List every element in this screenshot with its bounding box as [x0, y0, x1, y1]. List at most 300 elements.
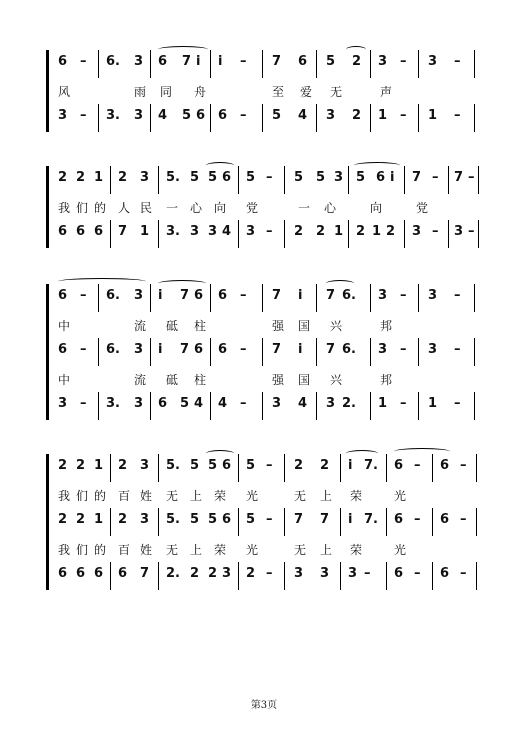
note: i	[196, 54, 201, 69]
lyric: 我	[58, 543, 71, 557]
note: 7	[180, 288, 190, 303]
lyrics-row	[50, 194, 480, 220]
note: 3	[454, 224, 464, 239]
note: 6	[76, 566, 86, 581]
note: 7.	[364, 512, 378, 527]
barline	[316, 104, 317, 132]
note: –	[414, 458, 421, 473]
barline	[98, 50, 99, 78]
note: 2	[76, 170, 86, 185]
lyric: 舟	[194, 85, 207, 99]
note: 7	[180, 342, 190, 357]
lyric: 流	[134, 319, 147, 333]
note: 6	[394, 458, 404, 473]
note: 6	[194, 342, 204, 357]
note: 7	[140, 566, 150, 581]
barline	[418, 50, 419, 78]
lyric: 荣	[214, 489, 227, 503]
barline	[340, 508, 341, 536]
note: 6	[298, 54, 308, 69]
lyric: 们	[76, 543, 89, 557]
note: 6	[394, 512, 404, 527]
lyric: 上	[320, 543, 333, 557]
slur	[354, 162, 400, 169]
note: 3	[326, 396, 336, 411]
note: i	[298, 342, 303, 357]
barline	[210, 284, 211, 312]
barline	[418, 338, 419, 366]
barline	[262, 50, 263, 78]
barline	[348, 166, 349, 194]
note: 7.	[364, 458, 378, 473]
barline	[448, 220, 449, 248]
barline	[478, 166, 479, 194]
system-bracket	[46, 166, 49, 248]
note: –	[460, 512, 467, 527]
lyric: 中	[58, 373, 71, 387]
note: i	[348, 512, 353, 527]
barline	[110, 220, 111, 248]
barline	[474, 392, 475, 420]
lyric: 邦	[380, 373, 393, 387]
barline	[158, 454, 159, 482]
note: 2.	[342, 396, 356, 411]
lyric: 同	[160, 85, 173, 99]
note: 3.	[166, 224, 180, 239]
note: 2.	[166, 566, 180, 581]
slur	[206, 450, 234, 457]
note: 4	[298, 396, 308, 411]
slur	[158, 46, 208, 53]
barline	[476, 562, 477, 590]
barline	[284, 454, 285, 482]
note: –	[80, 108, 87, 123]
page-number: 第3页	[250, 700, 278, 711]
note: 5	[272, 108, 282, 123]
note: 5.	[166, 458, 180, 473]
note: 6	[394, 566, 404, 581]
note: –	[460, 458, 467, 473]
note: –	[364, 566, 371, 581]
note: 3	[134, 108, 144, 123]
barline	[110, 562, 111, 590]
barline	[370, 392, 371, 420]
lyric: 一	[166, 201, 179, 215]
barline	[262, 338, 263, 366]
note: 6	[376, 170, 386, 185]
lyric: 无	[294, 543, 307, 557]
note: –	[266, 566, 273, 581]
lyric: 的	[94, 489, 107, 503]
note: 2	[76, 458, 86, 473]
lyric: 百	[118, 543, 131, 557]
lyric: 心	[190, 201, 203, 215]
barline	[98, 392, 99, 420]
note: –	[468, 224, 475, 239]
note: 7	[412, 170, 422, 185]
note: 5	[294, 170, 304, 185]
barline	[370, 50, 371, 78]
lyric: 向	[214, 201, 227, 215]
lyric: 百	[118, 489, 131, 503]
lyric: 心	[324, 201, 337, 215]
lyric: 上	[190, 489, 203, 503]
note: 5	[180, 396, 190, 411]
barline	[404, 220, 405, 248]
lyric: 我	[58, 489, 71, 503]
note: –	[240, 396, 247, 411]
barline	[262, 104, 263, 132]
lyrics-row	[50, 536, 480, 562]
note: 3	[412, 224, 422, 239]
note: 6.	[106, 54, 120, 69]
note: –	[454, 288, 461, 303]
note: 3	[222, 566, 232, 581]
note: 3	[272, 396, 282, 411]
barline	[158, 562, 159, 590]
lyric: 柱	[194, 373, 207, 387]
note: 7	[272, 288, 282, 303]
note: 5	[182, 108, 192, 123]
system-bracket	[46, 50, 49, 132]
note: 6	[58, 224, 68, 239]
note: –	[400, 108, 407, 123]
system-bracket	[46, 454, 49, 590]
barline	[316, 338, 317, 366]
note: –	[414, 566, 421, 581]
lyric: 强	[272, 373, 285, 387]
note: 3	[320, 566, 330, 581]
barline	[316, 392, 317, 420]
barline	[284, 508, 285, 536]
note: 7	[118, 224, 128, 239]
note: 3	[134, 288, 144, 303]
slur	[346, 46, 366, 53]
lyric: 兴	[330, 373, 343, 387]
lyric: 的	[94, 201, 107, 215]
lyric: 们	[76, 201, 89, 215]
note: 2	[320, 458, 330, 473]
score-system-4	[50, 454, 480, 590]
note: –	[454, 342, 461, 357]
note: 6	[222, 512, 232, 527]
note: 5	[208, 512, 218, 527]
lyric: 的	[94, 543, 107, 557]
note: 7	[272, 342, 282, 357]
note: 2	[118, 512, 128, 527]
note: 3	[378, 288, 388, 303]
note: 6.	[106, 342, 120, 357]
note: 5.	[166, 170, 180, 185]
lyric: 至	[272, 85, 285, 99]
note: 6	[218, 108, 228, 123]
lyric: 光	[394, 489, 407, 503]
note: 2	[118, 458, 128, 473]
barline	[150, 104, 151, 132]
note: 5.	[166, 512, 180, 527]
note: –	[468, 170, 475, 185]
barline	[418, 392, 419, 420]
note: –	[454, 108, 461, 123]
note: 6	[58, 54, 68, 69]
lyric: 上	[190, 543, 203, 557]
note: i	[158, 342, 163, 357]
barline	[418, 104, 419, 132]
barline	[474, 338, 475, 366]
barline	[158, 220, 159, 248]
lyric: 姓	[140, 489, 153, 503]
note: 7	[320, 512, 330, 527]
note: 6	[118, 566, 128, 581]
note: 5	[208, 170, 218, 185]
note: 6	[222, 170, 232, 185]
note: 7	[326, 342, 336, 357]
note: –	[240, 108, 247, 123]
note: 1	[372, 224, 382, 239]
note: –	[240, 288, 247, 303]
lyric: 我	[58, 201, 71, 215]
note: i	[218, 54, 223, 69]
note: 4	[194, 396, 204, 411]
note: –	[240, 342, 247, 357]
notes-row	[50, 562, 480, 590]
barline	[210, 50, 211, 78]
note: 3	[334, 170, 344, 185]
notes-row	[50, 220, 480, 248]
note: 2	[58, 512, 68, 527]
note: 2	[118, 170, 128, 185]
note: 4	[218, 396, 228, 411]
note: i	[298, 288, 303, 303]
note: 3	[140, 512, 150, 527]
note: 3	[428, 288, 438, 303]
note: i	[348, 458, 353, 473]
note: 3	[134, 342, 144, 357]
note: 2	[386, 224, 396, 239]
lyric: 邦	[380, 319, 393, 333]
note: –	[80, 54, 87, 69]
note: 6.	[106, 288, 120, 303]
barline	[98, 104, 99, 132]
note: 6.	[342, 342, 356, 357]
note: 2	[294, 224, 304, 239]
note: 3	[58, 108, 68, 123]
barline	[262, 392, 263, 420]
barline	[150, 284, 151, 312]
barline	[476, 508, 477, 536]
barline	[158, 508, 159, 536]
note: 2	[76, 512, 86, 527]
note: 7	[326, 288, 336, 303]
lyric: 向	[370, 201, 383, 215]
lyric: 上	[320, 489, 333, 503]
note: –	[400, 342, 407, 357]
notes-row	[50, 338, 480, 366]
barline	[158, 166, 159, 194]
note: 1	[334, 224, 344, 239]
notes-row	[50, 392, 480, 420]
slur	[394, 448, 450, 455]
barline	[210, 338, 211, 366]
note: 7	[454, 170, 464, 185]
barline	[98, 284, 99, 312]
note: 6	[58, 288, 68, 303]
barline	[340, 454, 341, 482]
note: 2	[316, 224, 326, 239]
note: 3	[58, 396, 68, 411]
note: –	[266, 512, 273, 527]
barline	[432, 562, 433, 590]
note: i	[158, 288, 163, 303]
note: 3	[140, 458, 150, 473]
note: –	[240, 54, 247, 69]
note: 1	[140, 224, 150, 239]
notes-row	[50, 284, 480, 312]
notes-row	[50, 508, 480, 536]
barline	[348, 220, 349, 248]
note: –	[432, 224, 439, 239]
note: 3	[140, 170, 150, 185]
slur	[346, 450, 378, 457]
score-system-3	[50, 284, 480, 420]
note: 1	[428, 396, 438, 411]
note: 6	[58, 342, 68, 357]
lyric: 国	[298, 373, 311, 387]
barline	[370, 338, 371, 366]
note: 4	[298, 108, 308, 123]
lyric: 一	[298, 201, 311, 215]
lyrics-row	[50, 366, 480, 392]
lyric: 砥	[166, 319, 179, 333]
notes-row	[50, 104, 480, 132]
barline	[386, 454, 387, 482]
lyric: 姓	[140, 543, 153, 557]
note: 6	[196, 108, 206, 123]
lyric: 中	[58, 319, 71, 333]
note: –	[400, 54, 407, 69]
note: 2	[190, 566, 200, 581]
lyric: 砥	[166, 373, 179, 387]
note: –	[80, 288, 87, 303]
slur	[206, 162, 234, 169]
note: 2	[356, 224, 366, 239]
note: 3	[348, 566, 358, 581]
lyric: 荣	[214, 543, 227, 557]
barline	[404, 166, 405, 194]
lyric: 们	[76, 489, 89, 503]
lyric: 无	[294, 489, 307, 503]
note: 1	[94, 512, 104, 527]
lyric: 兴	[330, 319, 343, 333]
note: –	[400, 396, 407, 411]
note: –	[266, 170, 273, 185]
barline	[238, 220, 239, 248]
barline	[262, 284, 263, 312]
barline	[210, 104, 211, 132]
note: 5	[246, 170, 256, 185]
barline	[110, 508, 111, 536]
lyric: 柱	[194, 319, 207, 333]
barline	[238, 562, 239, 590]
lyric: 光	[246, 489, 259, 503]
note: –	[266, 458, 273, 473]
barline	[238, 454, 239, 482]
note: 3	[134, 54, 144, 69]
barline	[386, 562, 387, 590]
note: –	[454, 396, 461, 411]
note: 6	[158, 54, 168, 69]
note: 6.	[342, 288, 356, 303]
note: 6	[76, 224, 86, 239]
note: 1	[378, 108, 388, 123]
lyric: 国	[298, 319, 311, 333]
barline	[150, 338, 151, 366]
note: 4	[222, 224, 232, 239]
note: 2	[352, 108, 362, 123]
lyrics-row	[50, 312, 480, 338]
barline	[478, 220, 479, 248]
note: 5	[246, 458, 256, 473]
note: 2	[208, 566, 218, 581]
barline	[150, 392, 151, 420]
lyric: 无	[166, 489, 179, 503]
note: 6	[222, 458, 232, 473]
note: 3	[428, 342, 438, 357]
lyric: 光	[246, 543, 259, 557]
system-bracket	[46, 284, 49, 420]
barline	[474, 50, 475, 78]
note: 5	[316, 170, 326, 185]
note: 6	[58, 566, 68, 581]
lyrics-row	[50, 78, 480, 104]
note: –	[414, 512, 421, 527]
score-system-1	[50, 50, 480, 132]
slur	[58, 278, 146, 285]
note: 6	[94, 224, 104, 239]
barline	[370, 284, 371, 312]
barline	[110, 166, 111, 194]
lyric: 人	[118, 201, 131, 215]
lyric: 荣	[350, 489, 363, 503]
note: 6	[158, 396, 168, 411]
lyric: 声	[380, 85, 393, 99]
note: –	[454, 54, 461, 69]
note: 2	[294, 458, 304, 473]
note: –	[432, 170, 439, 185]
note: 5	[356, 170, 366, 185]
lyrics-row	[50, 482, 480, 508]
barline	[316, 50, 317, 78]
note: 1	[428, 108, 438, 123]
note: 6	[218, 342, 228, 357]
note: 7	[182, 54, 192, 69]
note: 1	[94, 458, 104, 473]
lyric: 雨	[134, 85, 147, 99]
barline	[284, 562, 285, 590]
note: 2	[352, 54, 362, 69]
note: 2	[58, 458, 68, 473]
barline	[238, 508, 239, 536]
lyric: 无	[330, 85, 343, 99]
barline	[386, 508, 387, 536]
notes-row	[50, 454, 480, 482]
lyric: 民	[140, 201, 153, 215]
note: 5	[190, 170, 200, 185]
slur	[158, 280, 206, 287]
barline	[432, 454, 433, 482]
note: 5	[246, 512, 256, 527]
barline	[316, 284, 317, 312]
